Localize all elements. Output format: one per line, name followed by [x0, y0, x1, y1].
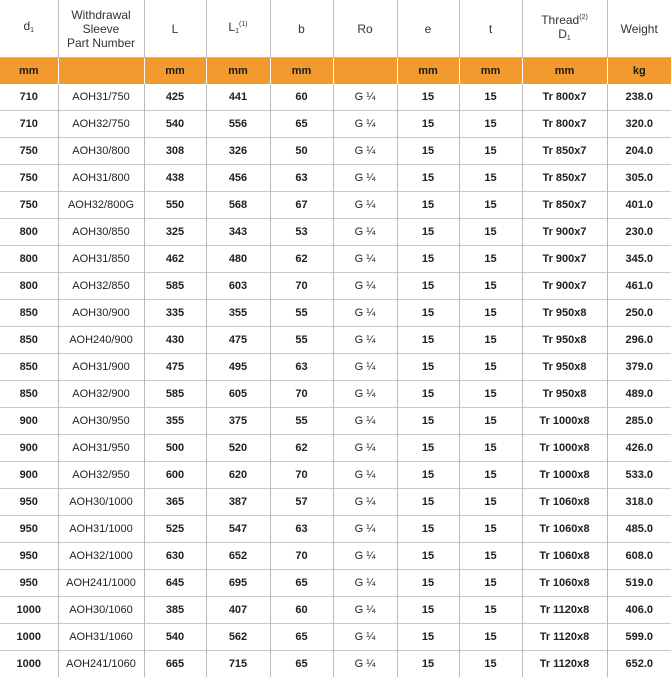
cell-d1: 900 — [0, 462, 58, 489]
cell-part-number: AOH32/750 — [58, 111, 144, 138]
cell-L1: 407 — [206, 597, 270, 624]
cell-L1: 495 — [206, 354, 270, 381]
cell-b: 65 — [270, 111, 333, 138]
cell-part-number: AOH30/1000 — [58, 489, 144, 516]
cell-e: 15 — [397, 192, 459, 219]
cell-b: 70 — [270, 273, 333, 300]
table-row — [0, 327, 671, 354]
cell-ro: G ¼ — [333, 489, 397, 516]
cell-b: 65 — [270, 624, 333, 651]
cell-b: 63 — [270, 354, 333, 381]
cell-part-number: AOH31/850 — [58, 246, 144, 273]
cell-part-number: AOH31/1060 — [58, 624, 144, 651]
cell-ro: G ¼ — [333, 570, 397, 597]
unit-cell — [58, 58, 144, 85]
cell-weight: 318.0 — [607, 489, 671, 516]
cell-ro: G ¼ — [333, 192, 397, 219]
header-L: L — [144, 0, 206, 58]
cell-thread: Tr 950x8 — [522, 327, 607, 354]
cell-d1: 950 — [0, 570, 58, 597]
cell-d1: 710 — [0, 111, 58, 138]
table-row — [0, 489, 671, 516]
cell-e: 15 — [397, 138, 459, 165]
cell-thread: Tr 950x8 — [522, 354, 607, 381]
cell-weight: 238.0 — [607, 84, 671, 111]
cell-part-number: AOH240/900 — [58, 327, 144, 354]
table-row — [0, 246, 671, 273]
cell-weight: 379.0 — [607, 354, 671, 381]
cell-L1: 375 — [206, 408, 270, 435]
table-row — [0, 651, 671, 678]
cell-b: 60 — [270, 597, 333, 624]
header-row — [0, 0, 671, 58]
cell-e: 15 — [397, 219, 459, 246]
cell-L1: 475 — [206, 327, 270, 354]
cell-L: 475 — [144, 354, 206, 381]
cell-d1: 710 — [19, 91, 38, 103]
cell-thread: Tr 1060x8 — [522, 570, 607, 597]
cell-d1: 900 — [0, 408, 58, 435]
cell-L1: 605 — [206, 381, 270, 408]
cell-t: 15 — [459, 543, 522, 570]
cell-L: 585 — [144, 273, 206, 300]
cell-ro: G ¼ — [333, 543, 397, 570]
cell-d1: 750 — [0, 192, 58, 219]
unit-cell: mm — [144, 58, 206, 85]
cell-L: 585 — [144, 381, 206, 408]
cell-part-number: AOH32/1000 — [58, 543, 144, 570]
table-row — [0, 138, 671, 165]
unit-cell: mm — [0, 58, 58, 85]
cell-thread: Tr 1000x8 — [522, 408, 607, 435]
cell-part-number: AOH241/1000 — [58, 570, 144, 597]
cell-part-number: AOH31/1000 — [58, 516, 144, 543]
cell-L: 355 — [144, 408, 206, 435]
cell-L1: 568 — [206, 192, 270, 219]
cell-d1: 800 — [0, 273, 58, 300]
cell-L1: 652 — [206, 543, 270, 570]
cell-weight: 285.0 — [607, 408, 671, 435]
table-row — [0, 597, 671, 624]
cell-L: 540 — [144, 111, 206, 138]
cell-t: 15 — [459, 300, 522, 327]
cell-part-number: AOH31/900 — [58, 354, 144, 381]
cell-e: 15 — [397, 597, 459, 624]
cell-t: 15 — [459, 651, 522, 678]
cell-ro: G ¼ — [333, 462, 397, 489]
cell-e: 15 — [397, 246, 459, 273]
cell-thread: Tr 850x7 — [522, 165, 607, 192]
cell-weight: 519.0 — [607, 570, 671, 597]
cell-L1: 547 — [206, 516, 270, 543]
cell-L: 665 — [144, 651, 206, 678]
cell-b: 70 — [270, 381, 333, 408]
cell-L: 335 — [144, 300, 206, 327]
cell-part-number: AOH31/950 — [58, 435, 144, 462]
cell-weight: 250.0 — [607, 300, 671, 327]
cell-thread: Tr 1060x8 — [522, 489, 607, 516]
cell-ro: G ¼ — [333, 381, 397, 408]
cell-ro: G ¼ — [333, 111, 397, 138]
cell-b: 55 — [270, 408, 333, 435]
cell-L: 308 — [144, 138, 206, 165]
cell-L: 600 — [144, 462, 206, 489]
cell-L: 550 — [144, 192, 206, 219]
table-row — [0, 300, 671, 327]
cell-d1: 1000 — [0, 597, 58, 624]
cell-t: 15 — [459, 327, 522, 354]
table-row — [0, 273, 671, 300]
cell-L1: 326 — [206, 138, 270, 165]
cell-weight: 305.0 — [607, 165, 671, 192]
cell-ro: G ¼ — [333, 624, 397, 651]
cell-t: 15 — [459, 246, 522, 273]
cell-e: 15 — [397, 543, 459, 570]
cell-weight: 204.0 — [607, 138, 671, 165]
cell-L1: 520 — [206, 435, 270, 462]
cell-d1: 950 — [0, 489, 58, 516]
table-row — [0, 543, 671, 570]
cell-d1: 950 — [0, 543, 58, 570]
cell-e: 15 — [397, 327, 459, 354]
cell-d1: 900 — [0, 435, 58, 462]
cell-L: 630 — [144, 543, 206, 570]
cell-t: 15 — [459, 462, 522, 489]
cell-L: 325 — [144, 219, 206, 246]
table-row — [0, 516, 671, 543]
cell-part-number: AOH30/850 — [58, 219, 144, 246]
cell-weight: 406.0 — [607, 597, 671, 624]
table-row — [0, 354, 671, 381]
cell-t: 15 — [459, 516, 522, 543]
unit-cell: mm — [397, 58, 459, 85]
cell-b: 62 — [270, 435, 333, 462]
cell-d1: 1000 — [0, 624, 58, 651]
cell-L1: 387 — [206, 489, 270, 516]
cell-L1: 343 — [206, 219, 270, 246]
cell-thread: Tr 900x7 — [522, 246, 607, 273]
cell-thread: Tr 1060x8 — [522, 516, 607, 543]
header-L1: $L_1^{(1)}$ — [206, 0, 270, 58]
cell-d1: 750 — [0, 165, 58, 192]
cell-part-number: AOH31/750 — [58, 84, 144, 111]
cell-b: 63 — [270, 165, 333, 192]
cell-part-number: AOH32/900 — [58, 381, 144, 408]
cell-part-number: AOH30/950 — [58, 408, 144, 435]
cell-ro: G ¼ — [333, 327, 397, 354]
cell-b: 70 — [270, 462, 333, 489]
unit-cell: mm — [522, 58, 607, 85]
cell-t: 15 — [459, 219, 522, 246]
cell-t: 15 — [459, 192, 522, 219]
header-t: t — [459, 0, 522, 58]
cell-weight: 485.0 — [607, 516, 671, 543]
cell-thread: Tr 1120x8 — [522, 651, 607, 678]
cell-part-number: AOH32/850 — [58, 273, 144, 300]
cell-weight: 296.0 — [607, 327, 671, 354]
cell-L: 365 — [144, 489, 206, 516]
cell-b: 67 — [270, 192, 333, 219]
cell-t: 15 — [459, 624, 522, 651]
cell-part-number: AOH30/900 — [58, 300, 144, 327]
cell-t: 15 — [459, 273, 522, 300]
cell-e: 15 — [397, 354, 459, 381]
cell-thread: Tr 850x7 — [522, 192, 607, 219]
cell-e: 15 — [397, 84, 459, 111]
cell-L: 645 — [144, 570, 206, 597]
cell-t: 15 — [459, 597, 522, 624]
cell-ro: G ¼ — [333, 651, 397, 678]
cell-e: 15 — [397, 273, 459, 300]
header-d1: $d_1$ — [0, 0, 58, 58]
cell-e: 15 — [397, 408, 459, 435]
cell-weight: 533.0 — [607, 462, 671, 489]
cell-L1: 603 — [206, 273, 270, 300]
cell-thread: Tr 1120x8 — [522, 597, 607, 624]
cell-thread: Tr 1120x8 — [522, 624, 607, 651]
cell-b: 62 — [270, 246, 333, 273]
cell-part-number: AOH241/1060 — [58, 651, 144, 678]
cell-ro: G ¼ — [333, 408, 397, 435]
cell-L1: 620 — [206, 462, 270, 489]
cell-e: 15 — [397, 570, 459, 597]
cell-t: 15 — [459, 354, 522, 381]
cell-t: 15 — [459, 84, 522, 111]
cell-d1: 1000 — [0, 651, 58, 678]
cell-ro: G ¼ — [333, 300, 397, 327]
cell-b: 55 — [270, 327, 333, 354]
cell-b: 55 — [270, 300, 333, 327]
cell-ro: G ¼ — [333, 597, 397, 624]
cell-weight: 608.0 — [607, 543, 671, 570]
cell-ro: G ¼ — [333, 516, 397, 543]
units-row — [0, 58, 671, 85]
cell-thread: Tr 950x8 — [522, 381, 607, 408]
cell-ro: G ¼ — [333, 84, 397, 111]
cell-thread: Tr 900x7 — [522, 219, 607, 246]
cell-t: 15 — [459, 381, 522, 408]
cell-L1: 695 — [206, 570, 270, 597]
cell-b: 60 — [270, 84, 333, 111]
unit-cell — [333, 58, 397, 85]
cell-d1: 800 — [0, 246, 58, 273]
cell-t: 15 — [459, 138, 522, 165]
cell-weight: 345.0 — [607, 246, 671, 273]
cell-L1: 562 — [206, 624, 270, 651]
cell-weight: 489.0 — [607, 381, 671, 408]
cell-d1: 850 — [0, 354, 58, 381]
unit-cell: mm — [459, 58, 522, 85]
cell-d1: 850 — [0, 327, 58, 354]
cell-e: 15 — [397, 381, 459, 408]
cell-ro: G ¼ — [333, 165, 397, 192]
cell-b: 63 — [270, 516, 333, 543]
header-thread: Thread$^{(2)}$ $D_1$ — [522, 0, 607, 58]
table-row — [0, 624, 671, 651]
table-row — [0, 84, 671, 111]
cell-t: 15 — [459, 570, 522, 597]
cell-L: 500 — [144, 435, 206, 462]
table-row — [0, 408, 671, 435]
cell-part-number: AOH31/800 — [58, 165, 144, 192]
cell-t: 15 — [459, 435, 522, 462]
cell-ro: G ¼ — [333, 219, 397, 246]
cell-d1: 850 — [0, 381, 58, 408]
cell-weight: 426.0 — [607, 435, 671, 462]
cell-t: 15 — [459, 111, 522, 138]
cell-L1: 355 — [206, 300, 270, 327]
cell-b: 65 — [270, 651, 333, 678]
header-weight: Weight — [607, 0, 671, 58]
cell-t: 15 — [459, 489, 522, 516]
cell-e: 15 — [397, 489, 459, 516]
cell-b: 53 — [270, 219, 333, 246]
cell-e: 15 — [397, 516, 459, 543]
cell-L1: 480 — [206, 246, 270, 273]
cell-thread: Tr 900x7 — [522, 273, 607, 300]
unit-cell: kg — [607, 58, 671, 85]
cell-b: 70 — [270, 543, 333, 570]
cell-L: 430 — [144, 327, 206, 354]
cell-thread: Tr 850x7 — [522, 138, 607, 165]
table-row — [0, 435, 671, 462]
cell-thread: Tr 1060x8 — [522, 543, 607, 570]
cell-d1: 950 — [0, 516, 58, 543]
cell-weight: 401.0 — [607, 192, 671, 219]
cell-t: 15 — [459, 165, 522, 192]
cell-e: 15 — [397, 300, 459, 327]
cell-L: 425 — [144, 84, 206, 111]
cell-thread: Tr 1000x8 — [522, 462, 607, 489]
cell-thread: Tr 950x8 — [522, 300, 607, 327]
cell-L1: 441 — [206, 84, 270, 111]
cell-L1: 715 — [206, 651, 270, 678]
table-row — [0, 462, 671, 489]
cell-L: 540 — [144, 624, 206, 651]
cell-L1: 456 — [206, 165, 270, 192]
cell-d1: 850 — [0, 300, 58, 327]
table-row — [0, 192, 671, 219]
cell-weight: 230.0 — [607, 219, 671, 246]
cell-weight: 461.0 — [607, 273, 671, 300]
cell-d1: 800 — [0, 219, 58, 246]
cell-part-number: AOH30/800 — [58, 138, 144, 165]
cell-part-number: AOH32/800G — [58, 192, 144, 219]
table-row — [0, 570, 671, 597]
header-ro: Ro — [333, 0, 397, 58]
table-row — [0, 165, 671, 192]
cell-ro: G ¼ — [333, 273, 397, 300]
cell-e: 15 — [397, 111, 459, 138]
cell-thread: Tr 1000x8 — [522, 435, 607, 462]
table-row — [0, 381, 671, 408]
cell-ro: G ¼ — [333, 246, 397, 273]
header-e: e — [397, 0, 459, 58]
cell-e: 15 — [397, 165, 459, 192]
cell-ro: G ¼ — [333, 435, 397, 462]
cell-d1: 750 — [0, 138, 58, 165]
cell-b: 65 — [270, 570, 333, 597]
cell-L1: 556 — [206, 111, 270, 138]
cell-L: 385 — [144, 597, 206, 624]
unit-cell: mm — [206, 58, 270, 85]
cell-L: 462 — [144, 246, 206, 273]
cell-thread: Tr 800x7 — [522, 111, 607, 138]
cell-L: 438 — [144, 165, 206, 192]
table-body — [0, 84, 671, 677]
cell-ro: G ¼ — [333, 354, 397, 381]
cell-weight: 652.0 — [607, 651, 671, 678]
cell-part-number: AOH30/1060 — [58, 597, 144, 624]
cell-weight: 320.0 — [607, 111, 671, 138]
cell-t: 15 — [459, 408, 522, 435]
table-row — [0, 219, 671, 246]
cell-e: 15 — [397, 435, 459, 462]
cell-e: 15 — [397, 651, 459, 678]
cell-part-number: AOH32/950 — [58, 462, 144, 489]
cell-weight: 599.0 — [607, 624, 671, 651]
cell-thread: Tr 800x7 — [522, 84, 607, 111]
cell-ro: G ¼ — [333, 138, 397, 165]
unit-cell: mm — [270, 58, 333, 85]
cell-e: 15 — [397, 462, 459, 489]
cell-b: 57 — [270, 489, 333, 516]
header-part-number: Withdrawal Sleeve Part Number — [58, 0, 144, 58]
cell-L: 525 — [144, 516, 206, 543]
cell-e: 15 — [397, 624, 459, 651]
cell-b: 50 — [270, 138, 333, 165]
table-row — [0, 111, 671, 138]
header-b: b — [270, 0, 333, 58]
